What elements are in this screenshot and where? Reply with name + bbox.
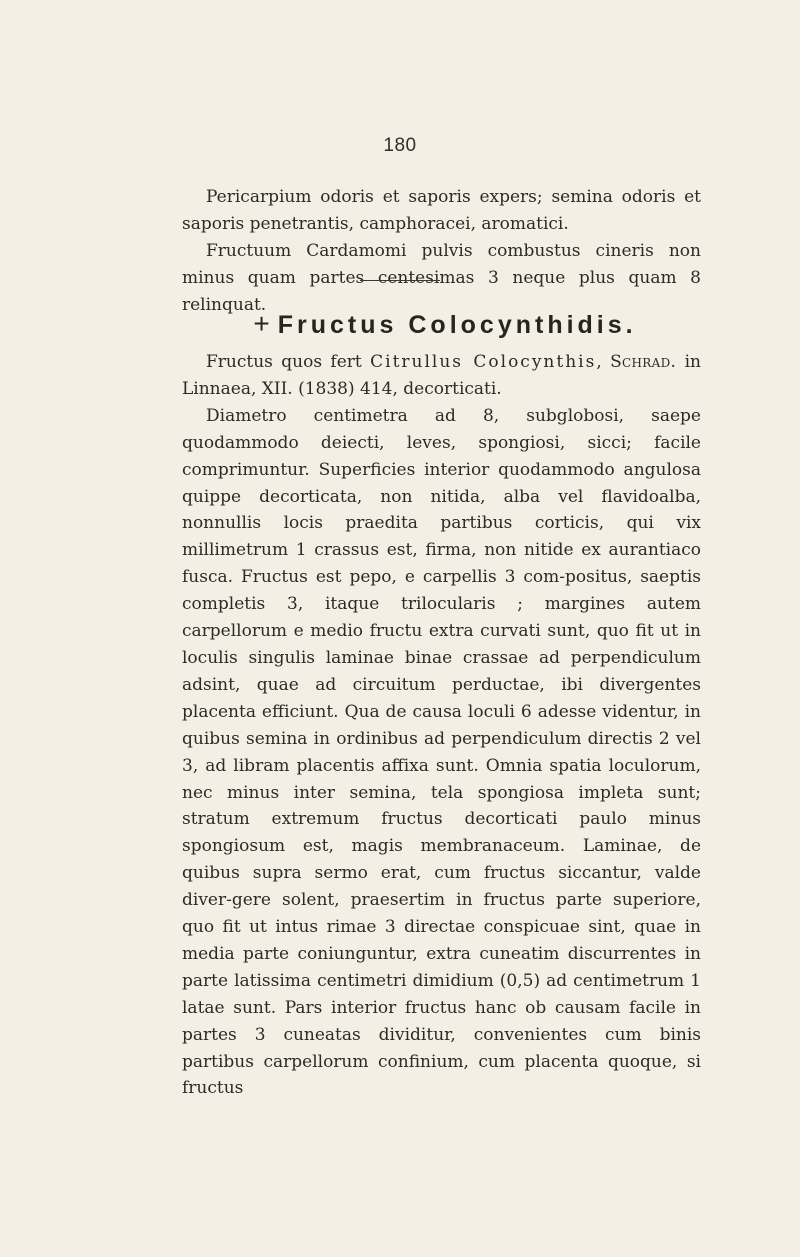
source-prefix: Fructus quos fert bbox=[206, 352, 371, 372]
source-separator: , bbox=[596, 352, 611, 372]
section-divider bbox=[360, 280, 440, 281]
section-body bbox=[182, 349, 701, 1102]
species-name: Citrullus Colocynthis bbox=[370, 352, 597, 372]
intro-paragraph-2: Fructuum Cardamomi pulvis combustus cineris non minus quam partes centesimas 3 neque plus quam 8 relinquat. bbox=[182, 240, 701, 315]
source-paragraph bbox=[182, 349, 701, 403]
description-paragraph: Diametro centimetra ad 8, subglobosi, saepe quodammodo deiecti, leves, spongiosi, sicci; facile comprimuntur. Superficies interior quodammodo angulosa quippe decorticata, non nitida, alba vel flavidoalba, nonnullis locis praedita partibus corticis, qui vix millimetrum 1 crassus est, firma, non nitide ex aurantiaco fusca. Fructus est pepo, e carpellis 3 com-positus, saeptis completis 3, itaque trilocularis ; margines autem carpellorum e medio fructu extra curvati sunt, quo fit ut in loculis singulis laminae binae crassae ad perpendiculum adsint, quae ad circuitum perductae, ibi divergentes placenta efficiunt. Qua de causa loculi 6 adesse videntur, in quibus semina in ordinibus ad perpendiculum directis 2 vel 3, ad libram placentis affixa sunt. Omnia spatia loculorum, nec minus inter semina, tela spongiosa impleta sunt; stratum extremum fructus decorticati paulo minus spongiosum est, magis membranaceum. Laminae, de quibus supra sermo erat, cum fructus siccantur, valde diver-gere solent, praesertim in fructus parte superiore, quo fit ut intus rimae 3 directae conspicuae sint, quae in media parte coniunguntur, extra cuneatim discurrentes in parte latissima centimetri dimidium (0,5) ad centimetrum 1 latae sunt. Pars interior fructus hanc ob causam facile in partes 3 cuneatas dividitur, convenientes cum binis partibus carpellorum confinium, cum placenta quoque, si fructus bbox=[182, 405, 701, 1099]
author-name: Schrad. bbox=[610, 352, 677, 372]
source-citation: in Linnaea, XII. (1838) 414, decorticati. bbox=[182, 352, 701, 399]
page-number: 180 bbox=[383, 135, 417, 156]
intro-block bbox=[182, 184, 701, 319]
intro-paragraph-1: Pericarpium odoris et saporis expers; semina odoris et saporis penetrantis, camphoracei, aromatici. bbox=[182, 187, 701, 234]
section-heading bbox=[185, 308, 705, 340]
cross-icon: + bbox=[253, 308, 270, 339]
section-title: Fructus Colocynthidis. bbox=[277, 311, 637, 339]
